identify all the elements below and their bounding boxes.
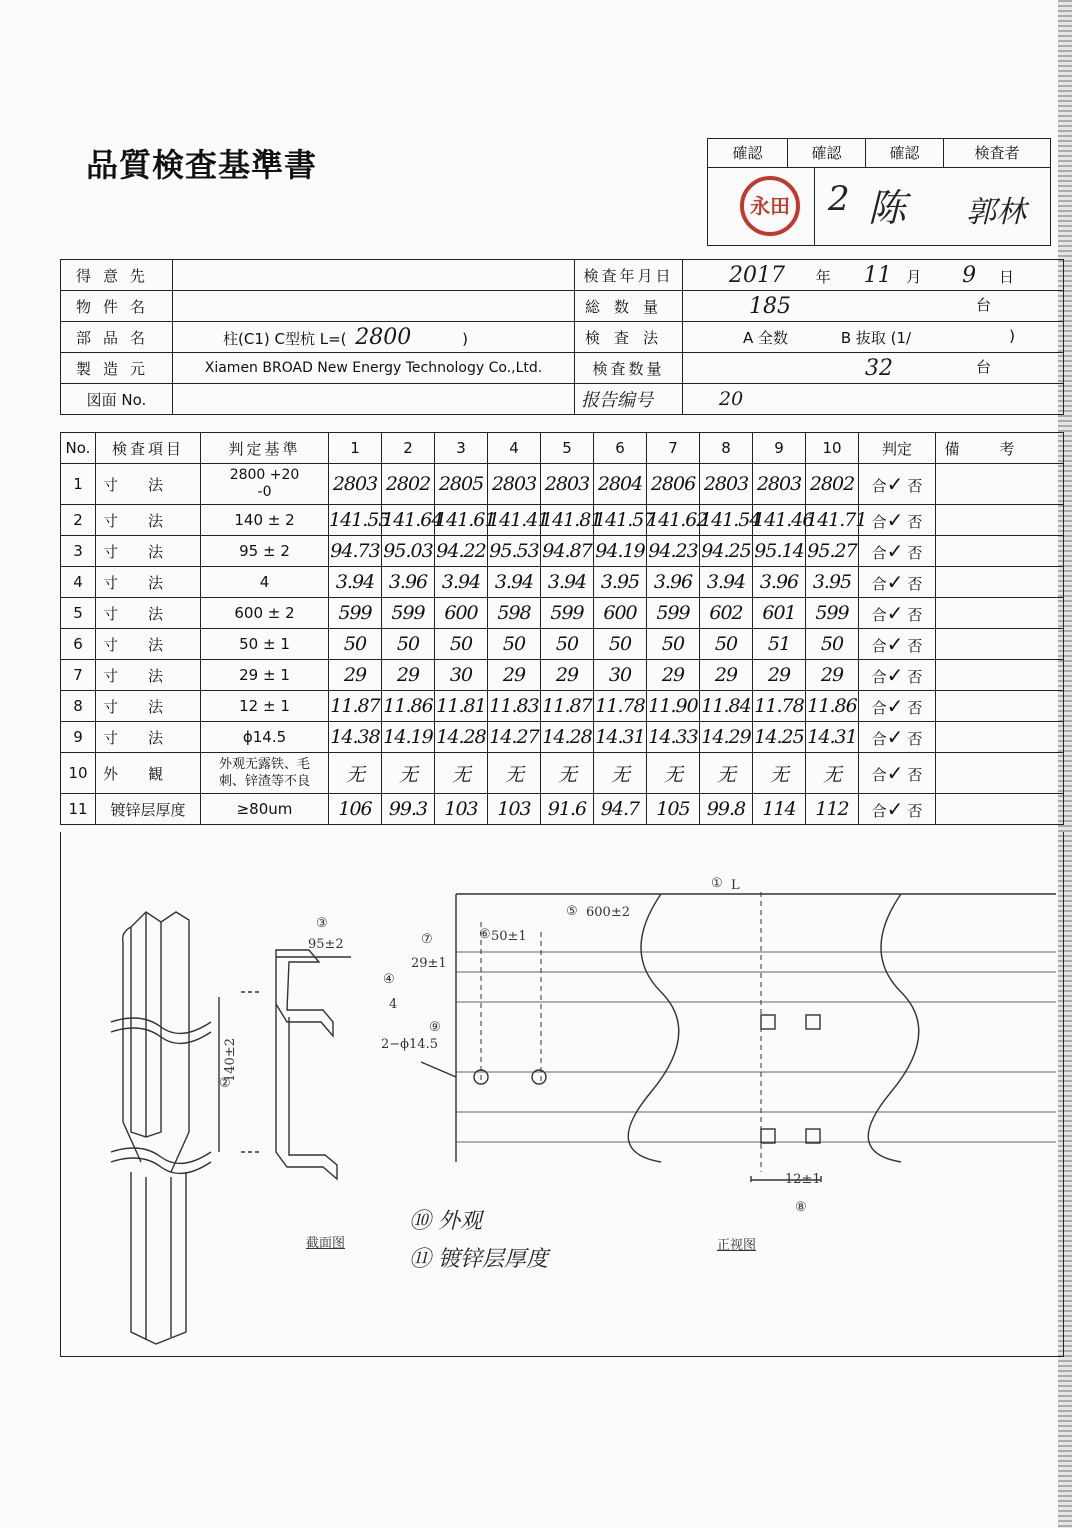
inspection-item: 寸法 — [96, 660, 201, 691]
dim-140: 140±2 — [223, 1038, 238, 1082]
dim-95: 95±2 — [308, 937, 344, 952]
judge-ok: 合 — [871, 575, 887, 593]
note-zinc-thickness: ⑪ 镀锌层厚度 — [409, 1247, 548, 1272]
measured-value: 29 — [700, 660, 753, 691]
method-b: B 抜取 (1/ — [840, 328, 912, 347]
measured-value: 14.27 — [488, 722, 541, 753]
property-value — [173, 291, 575, 322]
date-year: 2017 — [729, 262, 785, 288]
measured-value: 95.27 — [806, 536, 859, 567]
check-icon: ✓ — [886, 632, 904, 656]
inspection-item: 寸法 — [96, 536, 201, 567]
measured-value: 无 — [753, 753, 806, 794]
judgement-cell — [859, 660, 936, 691]
measured-value: 600 — [435, 598, 488, 629]
measured-value: 14.28 — [541, 722, 594, 753]
inspection-item: 外観 — [96, 753, 201, 794]
measured-value: 29 — [753, 660, 806, 691]
table-header-cell: 4 — [488, 433, 541, 464]
judge-ok: 合 — [871, 730, 887, 748]
measured-value: 14.29 — [700, 722, 753, 753]
measured-value: 11.78 — [753, 691, 806, 722]
measured-value: 99.3 — [382, 794, 435, 825]
measured-value: 50 — [488, 629, 541, 660]
qty-unit: 台 — [975, 357, 991, 376]
table-row — [61, 598, 1064, 629]
qty-label: 検査数量 — [575, 353, 683, 384]
table-header-cell: 判定 — [859, 433, 936, 464]
dim-12: 12±1 — [785, 1172, 821, 1187]
measured-value: 141.41 — [488, 505, 541, 536]
measured-value: 11.87 — [329, 691, 382, 722]
method-close: ) — [1009, 326, 1015, 345]
measured-value: 141.46 — [753, 505, 806, 536]
measured-value: 3.95 — [594, 567, 647, 598]
judge-ok: 合 — [871, 544, 887, 562]
check-icon: ✓ — [886, 472, 904, 496]
measured-value: 598 — [488, 598, 541, 629]
judge-ng: 否 — [907, 668, 923, 686]
criteria: 4 — [201, 567, 329, 598]
table-row — [61, 536, 1064, 567]
drawing-svg — [61, 832, 1063, 1356]
table-header-cell: No. — [61, 433, 96, 464]
measured-value: 51 — [753, 629, 806, 660]
front-view-label: 正视图 — [717, 1238, 757, 1253]
measured-value: 50 — [382, 629, 435, 660]
criteria: 600 ± 2 — [201, 598, 329, 629]
approval-seal-cell — [708, 168, 815, 245]
signature-2: 陈 — [868, 186, 907, 230]
row-number: 5 — [61, 598, 96, 629]
report-label: 报告编号 — [575, 384, 683, 415]
judgement-cell — [859, 691, 936, 722]
inspection-item: 寸法 — [96, 691, 201, 722]
table-header-cell: 3 — [435, 433, 488, 464]
table-header-cell: 9 — [753, 433, 806, 464]
maker-value: Xiamen BROAD New Energy Technology Co.,Ltd. — [173, 353, 575, 384]
approval-header-3: 確認 — [866, 139, 944, 168]
table-header-row — [61, 433, 1064, 464]
measured-value: 29 — [806, 660, 859, 691]
date-day: 9 — [962, 262, 977, 288]
measured-value: 无 — [382, 753, 435, 794]
check-icon: ✓ — [886, 508, 904, 532]
num-1-label: ① — [711, 876, 723, 891]
inspection-item: 寸法 — [96, 629, 201, 660]
measured-value: 599 — [647, 598, 700, 629]
measured-value: 601 — [753, 598, 806, 629]
measured-value: 95.14 — [753, 536, 806, 567]
num-2-label: ② — [219, 1076, 231, 1091]
total-label: 総数量 — [575, 291, 683, 322]
criteria: ≥80um — [201, 794, 329, 825]
measured-value: 2805 — [435, 464, 488, 505]
measured-value: 3.96 — [647, 567, 700, 598]
measured-value: 94.73 — [329, 536, 382, 567]
signature-1: 2 — [828, 179, 850, 219]
measured-value: 600 — [594, 598, 647, 629]
measured-value: 106 — [329, 794, 382, 825]
measured-value: 103 — [435, 794, 488, 825]
measured-value: 602 — [700, 598, 753, 629]
inspection-item: 寸法 — [96, 598, 201, 629]
judgement-cell — [859, 464, 936, 505]
dim-50: 50±1 — [491, 929, 527, 944]
measured-value: 50 — [700, 629, 753, 660]
num-5-label: ⑤ — [566, 904, 578, 919]
measured-value: 599 — [541, 598, 594, 629]
customer-value — [173, 260, 575, 291]
property-label: 物件名 — [61, 291, 173, 322]
part-suffix: ) — [462, 329, 468, 348]
remarks-cell — [936, 660, 1064, 691]
judge-ok: 合 — [871, 668, 887, 686]
table-row — [61, 464, 1064, 505]
measured-value: 无 — [435, 753, 488, 794]
inspection-table — [60, 432, 1064, 825]
judge-ng: 否 — [907, 766, 923, 784]
row-number: 11 — [61, 794, 96, 825]
measured-value: 3.96 — [382, 567, 435, 598]
judgement-cell — [859, 722, 936, 753]
year-unit: 年 — [815, 267, 831, 286]
remarks-cell — [936, 753, 1064, 794]
row-number: 4 — [61, 567, 96, 598]
judge-ng: 否 — [907, 637, 923, 655]
measured-value: 11.86 — [806, 691, 859, 722]
judge-ng: 否 — [907, 575, 923, 593]
drawing-area — [60, 832, 1064, 1357]
check-icon: ✓ — [886, 694, 904, 718]
measured-value: 50 — [329, 629, 382, 660]
page-title: 品質検査基準書 — [86, 146, 318, 184]
inspection-item: 寸法 — [96, 464, 201, 505]
measured-value: 94.23 — [647, 536, 700, 567]
measured-value: 3.94 — [488, 567, 541, 598]
judge-ng: 否 — [907, 513, 923, 531]
remarks-cell — [936, 722, 1064, 753]
measured-value: 141.61 — [435, 505, 488, 536]
measured-value: 3.94 — [541, 567, 594, 598]
measured-value: 14.33 — [647, 722, 700, 753]
judge-ng: 否 — [907, 544, 923, 562]
remarks-cell — [936, 794, 1064, 825]
date-value — [683, 260, 1064, 291]
num-4-label: ④ — [383, 972, 395, 987]
inspection-item: 镀锌层厚度 — [96, 794, 201, 825]
measured-value: 141.54 — [700, 505, 753, 536]
table-header-cell: 5 — [541, 433, 594, 464]
criteria: 12 ± 1 — [201, 691, 329, 722]
dim-L: L — [731, 878, 740, 893]
judge-ng: 否 — [907, 699, 923, 717]
criteria: 29 ± 1 — [201, 660, 329, 691]
method-value — [683, 322, 1064, 353]
measured-value: 无 — [329, 753, 382, 794]
table-header-cell: 7 — [647, 433, 700, 464]
approval-header-1: 確認 — [708, 139, 788, 168]
dim-holes: 2−ϕ14.5 — [381, 1037, 438, 1052]
row-number: 2 — [61, 505, 96, 536]
measured-value: 30 — [594, 660, 647, 691]
measured-value: 99.8 — [700, 794, 753, 825]
measured-value: 3.94 — [700, 567, 753, 598]
measured-value: 无 — [700, 753, 753, 794]
measured-value: 50 — [541, 629, 594, 660]
remarks-cell — [936, 598, 1064, 629]
judge-ng: 否 — [907, 802, 923, 820]
info-table — [60, 259, 1064, 415]
table-row — [61, 505, 1064, 536]
measured-value: 599 — [382, 598, 435, 629]
total-unit: 台 — [975, 295, 991, 314]
table-row — [61, 722, 1064, 753]
qty-value: 32 — [865, 355, 893, 381]
measured-value: 30 — [435, 660, 488, 691]
seal-stamp: 永田 — [740, 176, 800, 236]
measured-value: 11.78 — [594, 691, 647, 722]
measured-value: 14.38 — [329, 722, 382, 753]
measured-value: 141.71 — [806, 505, 859, 536]
approval-header-2: 確認 — [788, 139, 866, 168]
measured-value: 141.62 — [647, 505, 700, 536]
remarks-cell — [936, 629, 1064, 660]
measured-value: 14.31 — [594, 722, 647, 753]
method-a: A 全数 — [743, 328, 789, 347]
table-row — [61, 660, 1064, 691]
row-number: 1 — [61, 464, 96, 505]
measured-value: 11.90 — [647, 691, 700, 722]
measured-value: 11.83 — [488, 691, 541, 722]
row-number: 8 — [61, 691, 96, 722]
table-row — [61, 629, 1064, 660]
measured-value: 29 — [329, 660, 382, 691]
section-view-label: 截面图 — [306, 1236, 346, 1251]
criteria: 95 ± 2 — [201, 536, 329, 567]
measured-value: 2802 — [806, 464, 859, 505]
report-value: 20 — [719, 388, 744, 410]
judge-ok: 合 — [871, 606, 887, 624]
judgement-cell — [859, 598, 936, 629]
judgement-cell — [859, 753, 936, 794]
measured-value: 11.84 — [700, 691, 753, 722]
drawing-label: 図面 No. — [61, 384, 173, 415]
drawing-value — [173, 384, 575, 415]
measured-value: 2804 — [594, 464, 647, 505]
judge-ok: 合 — [871, 699, 887, 717]
table-header-cell: 備考 — [936, 433, 1064, 464]
approval-box — [707, 138, 1051, 246]
check-icon: ✓ — [886, 797, 904, 821]
part-prefix: 柱(C1) C型杭 L=( — [223, 329, 347, 348]
table-header-cell: 6 — [594, 433, 647, 464]
measured-value: 29 — [647, 660, 700, 691]
note-appearance: ⑩ 外观 — [409, 1209, 482, 1234]
inspection-item: 寸法 — [96, 722, 201, 753]
measured-value: 无 — [806, 753, 859, 794]
row-number: 10 — [61, 753, 96, 794]
remarks-cell — [936, 505, 1064, 536]
measured-value: 3.96 — [753, 567, 806, 598]
qty-value-cell — [683, 353, 1064, 384]
judgement-cell — [859, 567, 936, 598]
remarks-cell — [936, 464, 1064, 505]
measured-value: 50 — [806, 629, 859, 660]
row-number: 3 — [61, 536, 96, 567]
table-row — [61, 753, 1064, 794]
customer-label: 得意先 — [61, 260, 173, 291]
judge-ok: 合 — [871, 802, 887, 820]
row-number: 6 — [61, 629, 96, 660]
measured-value: 无 — [594, 753, 647, 794]
signature-inspector: 郭林 — [966, 195, 1026, 230]
judge-ok: 合 — [871, 513, 887, 531]
dim-600: 600±2 — [586, 905, 630, 920]
part-length: 2800 — [355, 324, 412, 350]
measured-value: 14.19 — [382, 722, 435, 753]
judge-ok: 合 — [871, 766, 887, 784]
num-6-label: ⑥ — [479, 927, 491, 942]
num-9-label: ⑨ — [429, 1020, 441, 1035]
measured-value: 2803 — [541, 464, 594, 505]
criteria: 2800 +20 -0 — [201, 464, 329, 505]
table-header-cell: 2 — [382, 433, 435, 464]
total-value-cell — [683, 291, 1064, 322]
month-unit: 月 — [906, 267, 922, 286]
measured-value: 11.87 — [541, 691, 594, 722]
table-header-cell: 8 — [700, 433, 753, 464]
measured-value: 114 — [753, 794, 806, 825]
judge-ng: 否 — [907, 606, 923, 624]
measured-value: 91.6 — [541, 794, 594, 825]
table-row — [61, 691, 1064, 722]
measured-value: 14.25 — [753, 722, 806, 753]
approval-header-inspector: 検査者 — [944, 139, 1050, 168]
measured-value: 29 — [541, 660, 594, 691]
date-label: 検査年月日 — [575, 260, 683, 291]
report-value-cell — [683, 384, 1064, 415]
measured-value: 50 — [435, 629, 488, 660]
inspection-item: 寸法 — [96, 567, 201, 598]
part-label: 部品名 — [61, 322, 173, 353]
method-label: 検査法 — [575, 322, 683, 353]
measured-value: 50 — [594, 629, 647, 660]
row-number: 7 — [61, 660, 96, 691]
check-icon: ✓ — [886, 601, 904, 625]
check-icon: ✓ — [886, 539, 904, 563]
day-unit: 日 — [998, 267, 1014, 286]
measured-value: 11.86 — [382, 691, 435, 722]
measured-value: 95.53 — [488, 536, 541, 567]
measured-value: 141.81 — [541, 505, 594, 536]
measured-value: 599 — [329, 598, 382, 629]
table-header-cell: 検査項目 — [96, 433, 201, 464]
measured-value: 141.57 — [594, 505, 647, 536]
total-value: 185 — [749, 293, 791, 319]
table-header-cell: 1 — [329, 433, 382, 464]
measured-value: 3.95 — [806, 567, 859, 598]
measured-value: 11.81 — [435, 691, 488, 722]
judgement-cell — [859, 629, 936, 660]
check-icon: ✓ — [886, 570, 904, 594]
measured-value: 14.31 — [806, 722, 859, 753]
remarks-cell — [936, 691, 1064, 722]
check-icon: ✓ — [886, 761, 904, 785]
judge-ng: 否 — [907, 730, 923, 748]
criteria: 140 ± 2 — [201, 505, 329, 536]
judge-ok: 合 — [871, 477, 887, 495]
part-value — [173, 322, 575, 353]
maker-label: 製造元 — [61, 353, 173, 384]
measured-value: 103 — [488, 794, 541, 825]
measured-value: 105 — [647, 794, 700, 825]
measured-value: 94.87 — [541, 536, 594, 567]
measured-value: 29 — [488, 660, 541, 691]
measured-value: 无 — [541, 753, 594, 794]
measured-value: 94.25 — [700, 536, 753, 567]
measured-value: 94.19 — [594, 536, 647, 567]
measured-value: 599 — [806, 598, 859, 629]
measured-value: 3.94 — [329, 567, 382, 598]
measured-value: 无 — [647, 753, 700, 794]
dim-4: 4 — [389, 997, 398, 1012]
measured-value: 94.22 — [435, 536, 488, 567]
judgement-cell — [859, 794, 936, 825]
measured-value: 2803 — [488, 464, 541, 505]
measured-value: 50 — [647, 629, 700, 660]
judge-ok: 合 — [871, 637, 887, 655]
measured-value: 29 — [382, 660, 435, 691]
check-icon: ✓ — [886, 663, 904, 687]
measured-value: 112 — [806, 794, 859, 825]
judgement-cell — [859, 536, 936, 567]
measured-value: 14.28 — [435, 722, 488, 753]
criteria: 外观无露铁、毛 刺、锌渣等不良 — [201, 753, 329, 794]
measured-value: 2803 — [329, 464, 382, 505]
num-7-label: ⑦ — [421, 932, 433, 947]
measured-value: 2802 — [382, 464, 435, 505]
measured-value: 3.94 — [435, 567, 488, 598]
remarks-cell — [936, 567, 1064, 598]
dim-29: 29±1 — [411, 956, 447, 971]
criteria: 50 ± 1 — [201, 629, 329, 660]
measured-value: 2803 — [753, 464, 806, 505]
measured-value: 2803 — [700, 464, 753, 505]
table-row — [61, 794, 1064, 825]
num-8-label: ⑧ — [795, 1200, 807, 1215]
criteria: ϕ14.5 — [201, 722, 329, 753]
measured-value: 141.64 — [382, 505, 435, 536]
table-header-cell: 判定基準 — [201, 433, 329, 464]
table-header-cell: 10 — [806, 433, 859, 464]
judgement-cell — [859, 505, 936, 536]
measured-value: 94.7 — [594, 794, 647, 825]
measured-value: 95.03 — [382, 536, 435, 567]
remarks-cell — [936, 536, 1064, 567]
check-icon: ✓ — [886, 725, 904, 749]
num-3-label: ③ — [316, 916, 328, 931]
row-number: 9 — [61, 722, 96, 753]
measured-value: 无 — [488, 753, 541, 794]
judge-ng: 否 — [907, 477, 923, 495]
table-row — [61, 567, 1064, 598]
date-month: 11 — [863, 262, 892, 288]
measured-value: 2806 — [647, 464, 700, 505]
measured-value: 141.55 — [329, 505, 382, 536]
inspection-item: 寸法 — [96, 505, 201, 536]
